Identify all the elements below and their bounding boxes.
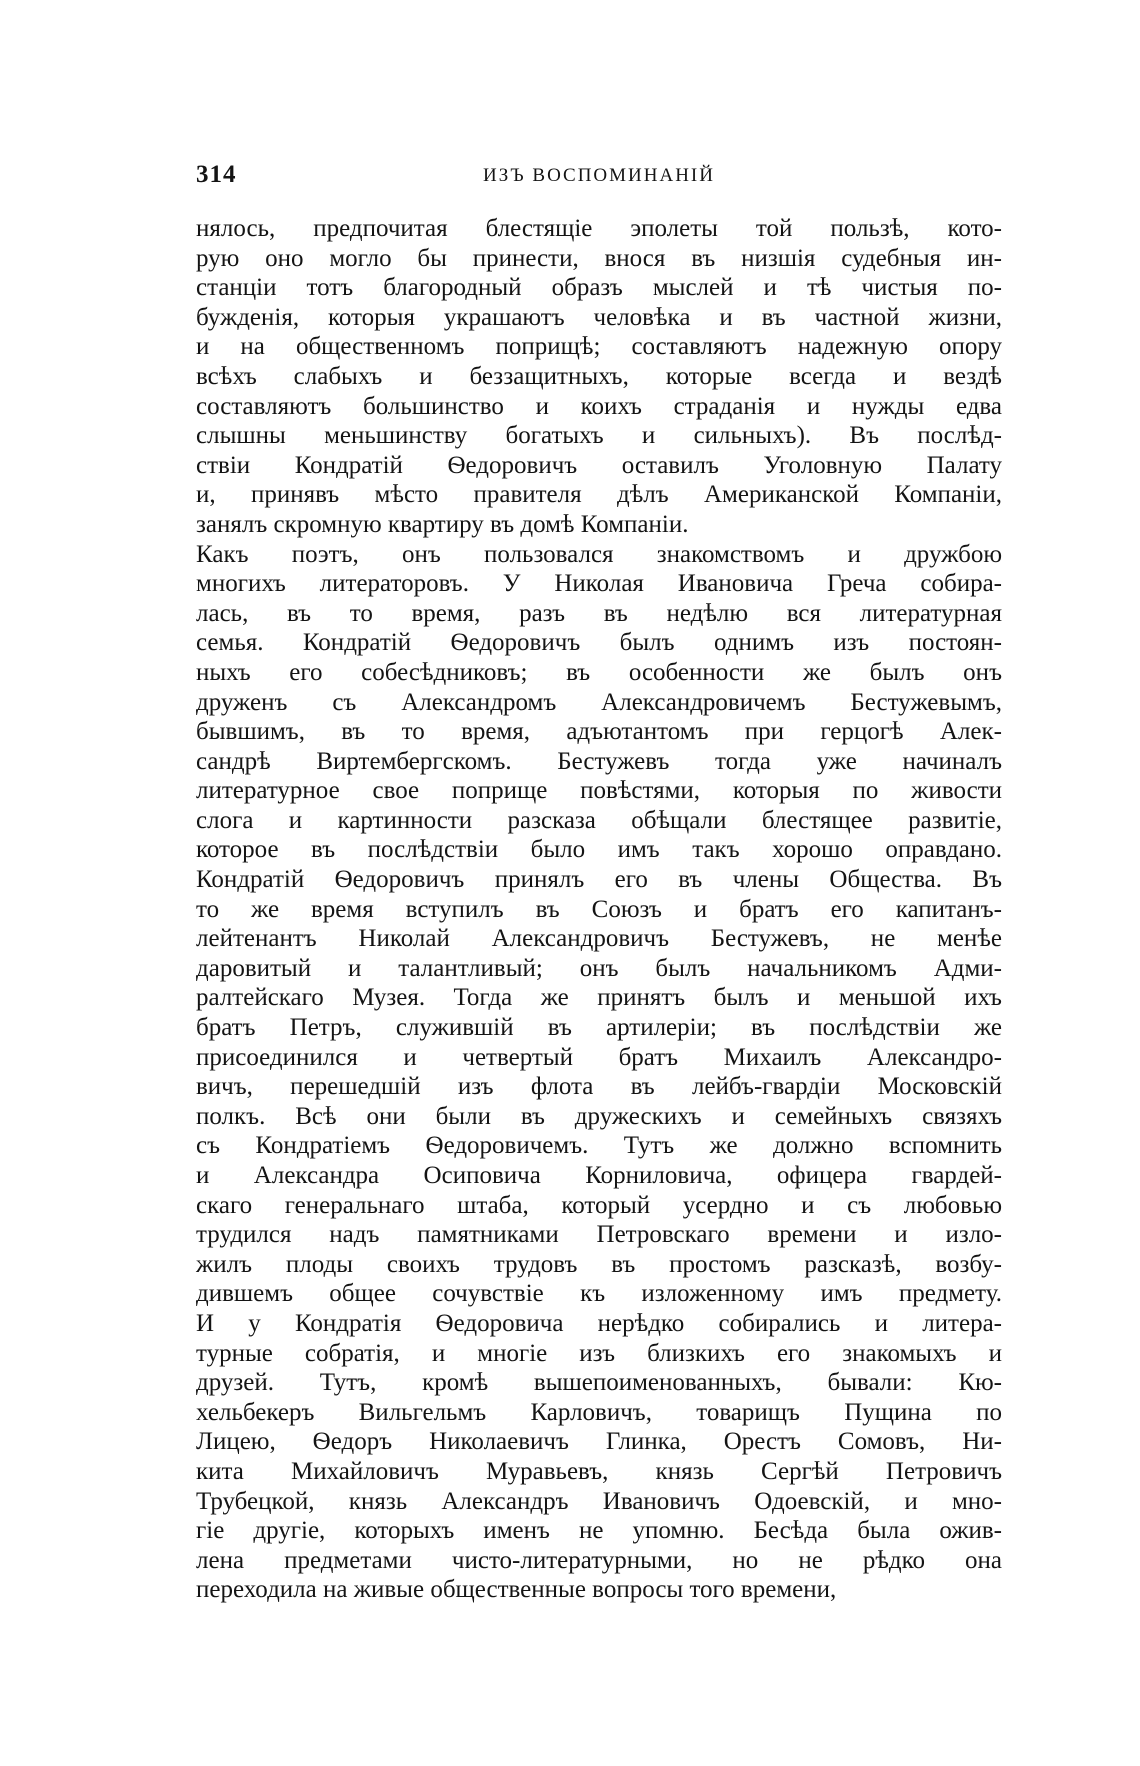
text-line: и на общественномъ поприщѣ; составляютъ надежную опору — [196, 333, 1002, 361]
text-line: лена предметами чисто-литературными, но не рѣдко она — [196, 1546, 1002, 1574]
text-line: и, принявъ мѣсто правителя дѣлъ Американской Компаніи, — [196, 481, 1002, 509]
text-line: лейтенантъ Николай Александровичъ Бестужевъ, не менѣе — [196, 925, 1002, 953]
text-line: бужденія, которыя украшаютъ человѣка и въ частной жизни, — [196, 303, 1002, 331]
text-line: переходила на живые общественные вопросы того времени, — [196, 1576, 837, 1604]
text-line: Кондратій Ѳедоровичъ принялъ его въ члены Общества. Въ — [196, 866, 1002, 894]
text-line: которое въ послѣдствіи было имъ такъ хорошо оправдано. — [196, 836, 1002, 864]
text-line: Лицею, Ѳедоръ Николаевичъ Глинка, Орестъ Сомовъ, Ни- — [196, 1428, 1002, 1456]
text-line: литературное свое поприще повѣстями, которыя по живости — [196, 777, 1002, 805]
text-line: ствіи Кондратій Ѳедоровичъ оставилъ Уголовную Палату — [196, 451, 1002, 479]
text-line: съ Кондратіемъ Ѳедоровичемъ. Тутъ же должно вспомнить — [196, 1132, 1002, 1160]
text-line: составляютъ большинство и коихъ страданія и нужды едва — [196, 392, 1002, 420]
text-line: друженъ съ Александромъ Александровичемъ Бестужевымъ, — [196, 688, 1002, 716]
text-line: слога и картинности разсказа обѣщали блестящее развитіе, — [196, 806, 1002, 834]
page-number: 314 — [196, 161, 237, 188]
text-line: лась, въ то время, разъ въ недѣлю вся литературная — [196, 599, 1002, 627]
text-line: полкъ. Всѣ они были въ дружескихъ и семейныхъ связяхъ — [196, 1102, 1002, 1130]
text-line: слышны меньшинству богатыхъ и сильныхъ). Въ послѣд- — [196, 422, 1002, 450]
text-line: кита Михайловичъ Муравьевъ, князь Сергѣй Петровичъ — [196, 1457, 1002, 1485]
text-line: ралтейскаго Музея. Тогда же принятъ былъ и меньшой ихъ — [196, 984, 1002, 1012]
text-line: ныхъ его собесѣдниковъ; въ особенности же былъ онъ — [196, 658, 1002, 686]
text-line: то же время вступилъ въ Союзъ и братъ его капитанъ- — [196, 895, 1002, 923]
text-line: трудился надъ памятниками Петровскаго времени и изло- — [196, 1221, 1002, 1249]
text-line: вичъ, перешедшій изъ флота въ лейбъ-гвардіи Московскій — [196, 1073, 1002, 1101]
text-line: сандрѣ Виртембергскомъ. Бестужевъ тогда уже начиналъ — [196, 747, 1002, 775]
text-line: дившемъ общее сочувствіе къ изложенному имъ предмету. — [196, 1280, 1002, 1308]
text-line: бывшимъ, въ то время, адъютантомъ при герцогѣ Алек- — [196, 718, 1002, 746]
page-header — [196, 160, 1002, 190]
body-text — [196, 214, 1002, 1605]
text-line: турные собратія, и многіе изъ близкихъ его знакомыхъ и — [196, 1339, 1002, 1367]
text-line: скаго генеральнаго штаба, который усердно и съ любовью — [196, 1191, 1002, 1219]
text-line: братъ Петръ, служившій въ артилеріи; въ послѣдствіи же — [196, 1014, 1002, 1042]
text-line: жилъ плоды своихъ трудовъ въ простомъ разсказѣ, возбу- — [196, 1250, 1002, 1278]
text-line: даровитый и талантливый; онъ былъ начальникомъ Адми- — [196, 954, 1002, 982]
text-line: друзей. Тутъ, кромѣ вышепоименованныхъ, бывали: Кю- — [196, 1369, 1002, 1397]
text-line: хельбекеръ Вильгельмъ Карловичъ, товарищъ Пущина по — [196, 1398, 1002, 1426]
text-line: занялъ скромную квартиру въ домѣ Компаніи. — [196, 510, 689, 538]
text-line: Какъ поэтъ, онъ пользовался знакомствомъ и дружбою — [196, 540, 1002, 568]
text-line: гіе другіе, которыхъ именъ не упомню. Бесѣда была ожив- — [196, 1517, 1002, 1545]
text-line: семья. Кондратій Ѳедоровичъ былъ однимъ изъ постоян- — [196, 629, 1002, 657]
text-line: многихъ литераторовъ. У Николая Ивановича Греча собира- — [196, 570, 1002, 598]
text-line: станціи тотъ благородный образъ мыслей и тѣ чистыя по- — [196, 274, 1002, 302]
text-line: И у Кондратія Ѳедоровича нерѣдко собирались и литера- — [196, 1309, 1002, 1337]
text-line: и Александра Осиповича Корниловича, офицера гвардей- — [196, 1162, 1002, 1189]
text-line: всѣхъ слабыхъ и беззащитныхъ, которые всегда и вездѣ — [196, 362, 1002, 390]
text-line: присоединился и четвертый братъ Михаилъ Александро- — [196, 1043, 1002, 1071]
running-title: ИЗЪ ВОСПОМИНАНІЙ — [483, 165, 715, 186]
text-line: нялось, предпочитая блестящіе эполеты той пользѣ, кото- — [196, 215, 1002, 242]
text-line: рую оно могло бы принести, внося въ низшія судебныя ин- — [196, 244, 1002, 272]
text-line: Трубецкой, князь Александръ Ивановичъ Одоевскій, и мно- — [196, 1487, 1002, 1515]
